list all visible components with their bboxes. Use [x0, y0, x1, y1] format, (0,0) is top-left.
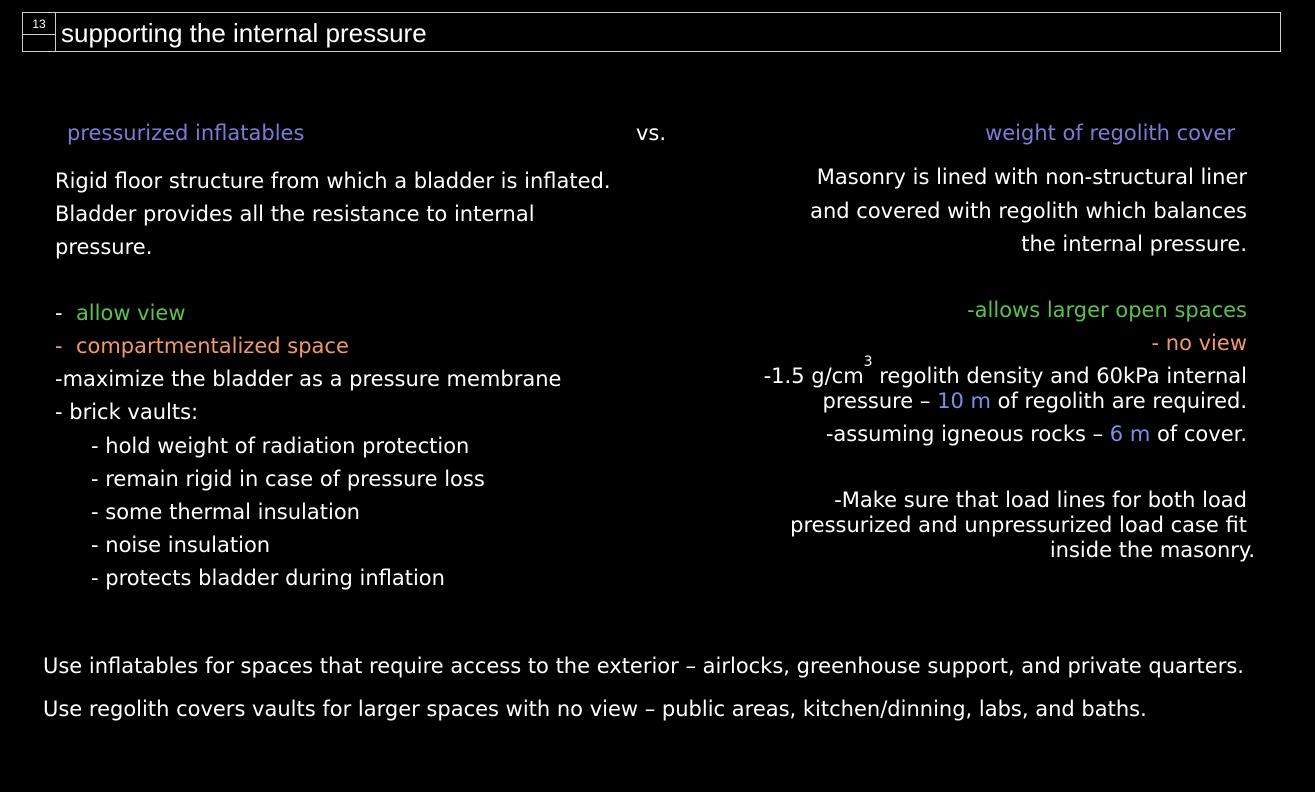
allow-view-text: allow view: [75, 301, 186, 325]
right-description-line: the internal pressure.: [1021, 232, 1247, 256]
compartmentalized-item: [55, 334, 349, 358]
summary-line: Use regolith covers vaults for larger spaces with no view – public areas, kitchen/dinning, labs, and baths.: [43, 697, 1147, 721]
igneous-pre: -assuming igneous rocks –: [825, 422, 1110, 446]
density-line2-pre: pressure –: [822, 389, 938, 413]
allow-view-dash: -: [55, 301, 63, 325]
slide-title: supporting the internal pressure: [61, 18, 427, 48]
left-heading: pressurized inflatables: [67, 121, 305, 145]
vault-subitem: - hold weight of radiation protection: [91, 434, 470, 458]
slide-number-box: [23, 13, 56, 51]
no-view-item: - no view: [1151, 331, 1247, 355]
density-line-1: [763, 354, 1247, 388]
density-highlight: 10 m: [937, 389, 991, 413]
density-superscript: 3: [863, 354, 873, 370]
left-description-line: Bladder provides all the resistance to internal: [55, 202, 535, 226]
load-lines-line: -Make sure that load lines for both load: [834, 488, 1247, 512]
right-heading: weight of regolith cover: [985, 121, 1235, 145]
slide-number: 13: [23, 15, 55, 35]
summary-line: Use inflatables for spaces that require access to the exterior – airlocks, greenhouse support, and private quarters.: [43, 654, 1244, 678]
slide-header: [22, 12, 1281, 52]
vault-subitem: - protects bladder during inflation: [91, 566, 445, 590]
left-description-line: Rigid floor structure from which a bladder is inflated.: [55, 169, 611, 193]
versus-label: vs.: [636, 121, 667, 145]
larger-spaces-item: -allows larger open spaces: [967, 298, 1247, 322]
density-line-2: [823, 389, 1247, 413]
compartmentalized-dash: -: [55, 334, 63, 358]
vault-subitem: - some thermal insulation: [91, 500, 360, 524]
density-text-post: regolith density and 60kPa internal: [872, 364, 1247, 388]
igneous-highlight: 6 m: [1109, 422, 1151, 446]
igneous-line: [826, 422, 1247, 446]
load-lines-line: inside the masonry.: [1049, 538, 1255, 562]
right-description-line: Masonry is lined with non-structural liner: [816, 165, 1247, 189]
vault-subitem: - remain rigid in case of pressure loss: [91, 467, 485, 491]
vault-subitem: - noise insulation: [91, 533, 271, 557]
compartmentalized-text: compartmentalized space: [75, 334, 349, 358]
maximize-item: -maximize the bladder as a pressure membrane: [55, 367, 562, 391]
left-description-line: pressure.: [55, 235, 153, 259]
density-text-pre: -1.5 g/cm: [763, 364, 864, 388]
allow-view-item: [55, 301, 186, 325]
density-line2-post: of regolith are required.: [990, 389, 1247, 413]
load-lines-line: pressurized and unpressurized load case fit: [790, 513, 1247, 537]
igneous-post: of cover.: [1150, 422, 1247, 446]
brick-vaults-item: - brick vaults:: [55, 400, 199, 424]
right-description-line: and covered with regolith which balances: [810, 199, 1247, 223]
